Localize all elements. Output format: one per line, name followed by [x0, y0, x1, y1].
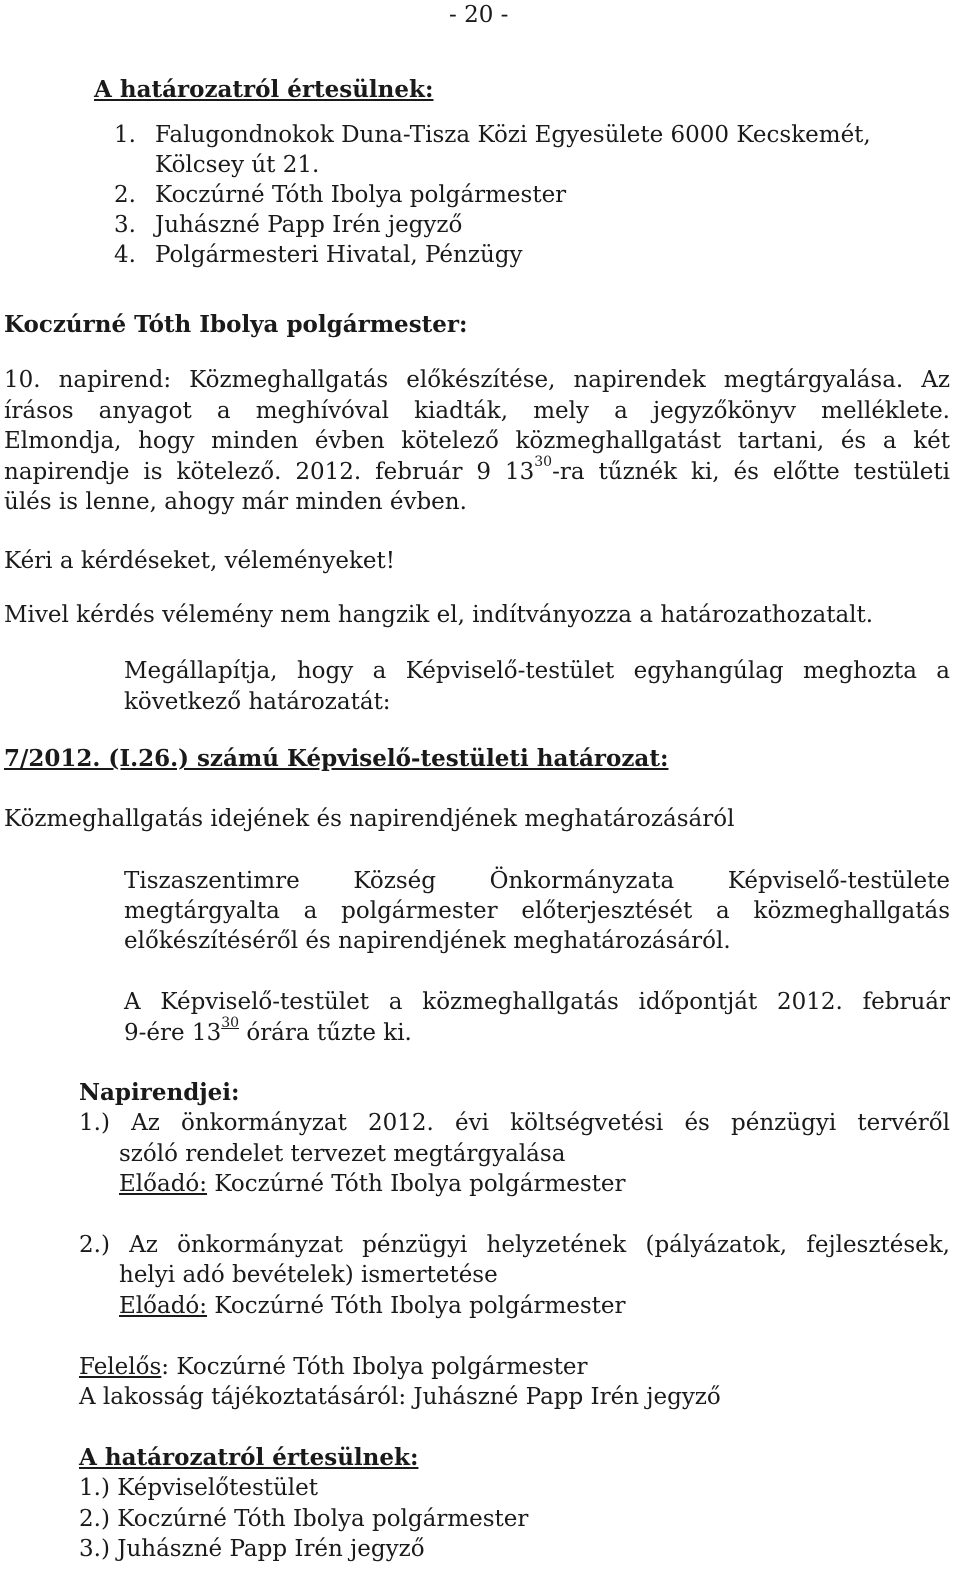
agenda-presenter: Előadó: Koczúrné Tóth Ibolya polgármester	[119, 1171, 626, 1197]
agenda-heading: Napirendjei:	[79, 1079, 240, 1106]
agenda-item: 1.) Az önkormányzat 2012. évi költségvetési és pénzügyi tervéről	[79, 1110, 950, 1136]
list-item: 3.) Juhászné Papp Irén jegyző	[79, 1536, 425, 1562]
finding-line: következő határozatát:	[124, 689, 391, 715]
resolution-body-line: előkészítéséről és napirendjének meghatározásáról.	[124, 928, 731, 954]
paragraph-line: ülés is lenne, ahogy már minden évben.	[4, 489, 467, 515]
list-item: 1.) Képviselőtestület	[79, 1475, 319, 1501]
list-item-number: 4.	[114, 242, 136, 268]
list-item: Falugondnokok Duna-Tisza Közi Egyesülete 6000 Kecskemét,	[155, 122, 871, 148]
paragraph-line	[4, 365, 950, 395]
request-text: Kéri a kérdéseket, véleményeket!	[4, 548, 396, 574]
word: Az	[921, 367, 950, 393]
paragraph-line: írásos anyagot a meghívóval kiadták, mely a jegyzőkönyv melléklete.	[4, 398, 950, 424]
notify-heading: A határozatról értesülnek:	[94, 76, 434, 103]
list-item-number: 1.	[114, 122, 136, 148]
resolution-body-line: Tiszaszentimre Község Önkormányzata Képviselő-testülete	[124, 868, 950, 894]
list-item-number: 3.	[114, 212, 136, 238]
word: megtárgyalása.	[723, 367, 904, 393]
word: 10.	[4, 367, 41, 393]
list-item-number: 2.	[114, 182, 136, 208]
responsible-line: Felelős: Koczúrné Tóth Ibolya polgármester	[79, 1354, 588, 1380]
agenda-presenter: Előadó: Koczúrné Tóth Ibolya polgármester	[119, 1293, 626, 1319]
paragraph-line: Elmondja, hogy minden évben kötelező közmeghallgatást tartani, és a két	[4, 428, 950, 454]
word: napirendek	[573, 367, 706, 393]
list-item: Koczúrné Tóth Ibolya polgármester	[155, 182, 567, 208]
word: előkészítése,	[406, 367, 556, 393]
resolution-body-line: megtárgyalta a polgármester előterjesztését a közmeghallgatás	[124, 898, 950, 924]
inform-line: A lakosság tájékoztatásáról: Juhászné Papp Irén jegyző	[79, 1384, 721, 1410]
word: napirend:	[58, 367, 172, 393]
finding-line: Megállapítja, hogy a Képviselő-testület egyhangúlag meghozta a	[124, 658, 950, 684]
list-item: Kölcsey út 21.	[155, 152, 320, 178]
agenda-item: szóló rendelet tervezet megtárgyalása	[119, 1141, 566, 1167]
agenda-item: 2.) Az önkormányzat pénzügyi helyzetének (pályázatok, fejlesztések,	[79, 1232, 950, 1258]
word: Közmeghallgatás	[189, 367, 389, 393]
list-item: Polgármesteri Hivatal, Pénzügy	[155, 242, 523, 268]
list-item: 2.) Koczúrné Tóth Ibolya polgármester	[79, 1506, 529, 1532]
page-number: - 20 -	[449, 2, 509, 28]
resolution-subject: Közmeghallgatás idejének és napirendjének meghatározásáról	[4, 806, 735, 832]
resolution-body-line: A Képviselő-testület a közmeghallgatás időpontját 2012. február	[124, 989, 950, 1015]
paragraph-line: napirendje is kötelező. 2012. február 9 $13^{30}-ra$ tűznék ki, és előtte testületi	[4, 454, 950, 485]
motion-text: Mivel kérdés vélemény nem hangzik el, indítványozza a határozathozatalt.	[4, 602, 874, 628]
agenda-item: helyi adó bevételek) ismertetése	[119, 1262, 498, 1288]
resolution-title: 7/2012. (I.26.) számú Képviselő-testületi határozat:	[4, 745, 669, 772]
notify-heading: A határozatról értesülnek:	[79, 1444, 419, 1471]
speaker-heading: Koczúrné Tóth Ibolya polgármester:	[4, 311, 468, 338]
list-item: Juhászné Papp Irén jegyző	[155, 212, 463, 238]
resolution-body-line: 9-ére $13^{30}$ órára tűzte ki.	[124, 1015, 412, 1046]
